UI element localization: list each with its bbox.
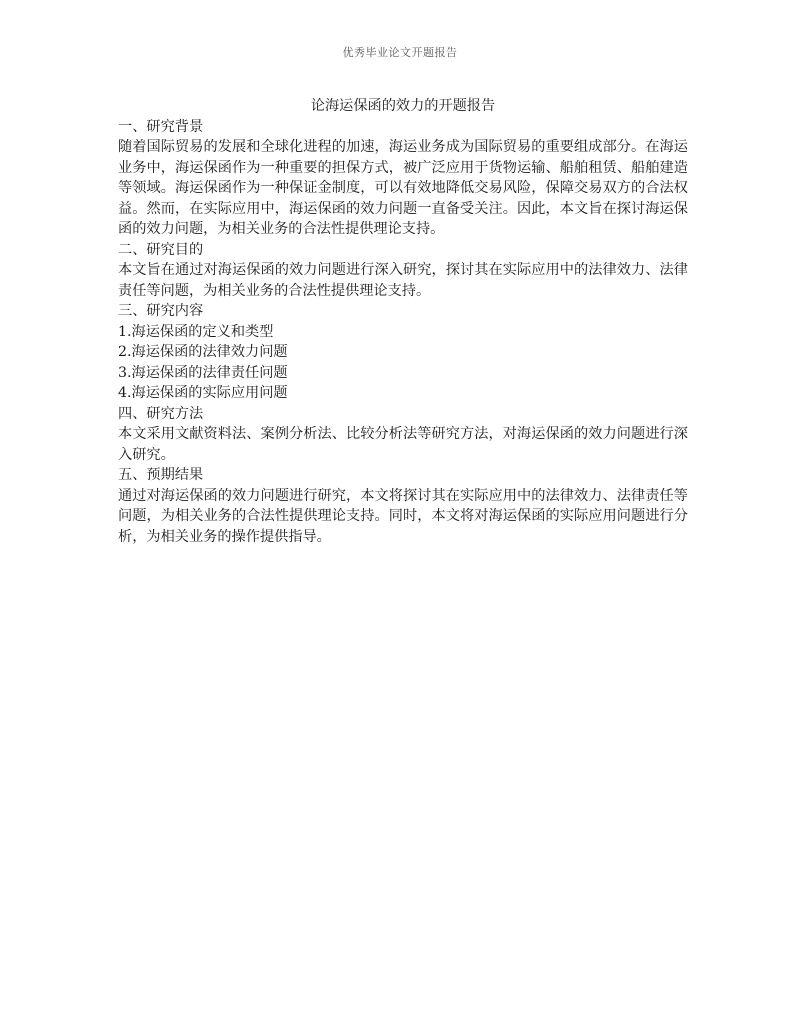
list-item: 1.海运保函的定义和类型 xyxy=(118,323,274,340)
section-heading-content: 三、研究内容 xyxy=(118,303,204,319)
section-heading-background: 一、研究背景 xyxy=(118,118,204,135)
list-item: 3.海运保函的法律责任问题 xyxy=(118,364,288,381)
paragraph-method: 本文采用文献资料法、案例分析法、比较分析法等研究方法，对海运保函的效力问题进行深入研究。 xyxy=(118,426,688,463)
paragraph-results: 通过对海运保函的效力问题进行研究，本文将探讨其在实际应用中的法律效力、法律责任等问题，为相关业务的合法性提供理论支持。同时，本文将对海运保函的实际应用问题进行分析，为相关业务的操作提供指导。 xyxy=(118,487,688,545)
list-item: 4.海运保函的实际应用问题 xyxy=(118,385,288,401)
document-title: 论海运保函的效力的开题报告 xyxy=(310,98,496,114)
document-body xyxy=(118,96,688,547)
running-header: 优秀毕业论文开题报告 xyxy=(342,46,458,59)
paragraph-purpose: 本文旨在通过对海运保函的效力问题进行深入研究，探讨其在实际应用中的法律效力、法律责任等问题，为相关业务的合法性提供理论支持。 xyxy=(118,262,688,299)
section-heading-purpose: 二、研究目的 xyxy=(118,241,204,258)
section-heading-method: 四、研究方法 xyxy=(118,405,204,422)
content-list xyxy=(118,322,688,404)
paragraph-background: 随着国际贸易的发展和全球化进程的加速，海运业务成为国际贸易的重要组成部分。在海运业务中，海运保函作为一种重要的担保方式，被广泛应用于货物运输、船舶租赁、船舶建造等领域。海运保函作为一种保证金制度，可以有效地降低交易风险，保障交易双方的合法权益。然而，在实际应用中，海运保函的效力问题一直备受关注。因此，本文旨在探讨海运保函的效力问题，为相关业务的合法性提供理论支持。 xyxy=(118,139,688,237)
section-heading-results: 五、预期结果 xyxy=(118,467,204,483)
list-item: 2.海运保函的法律效力问题 xyxy=(118,344,288,360)
